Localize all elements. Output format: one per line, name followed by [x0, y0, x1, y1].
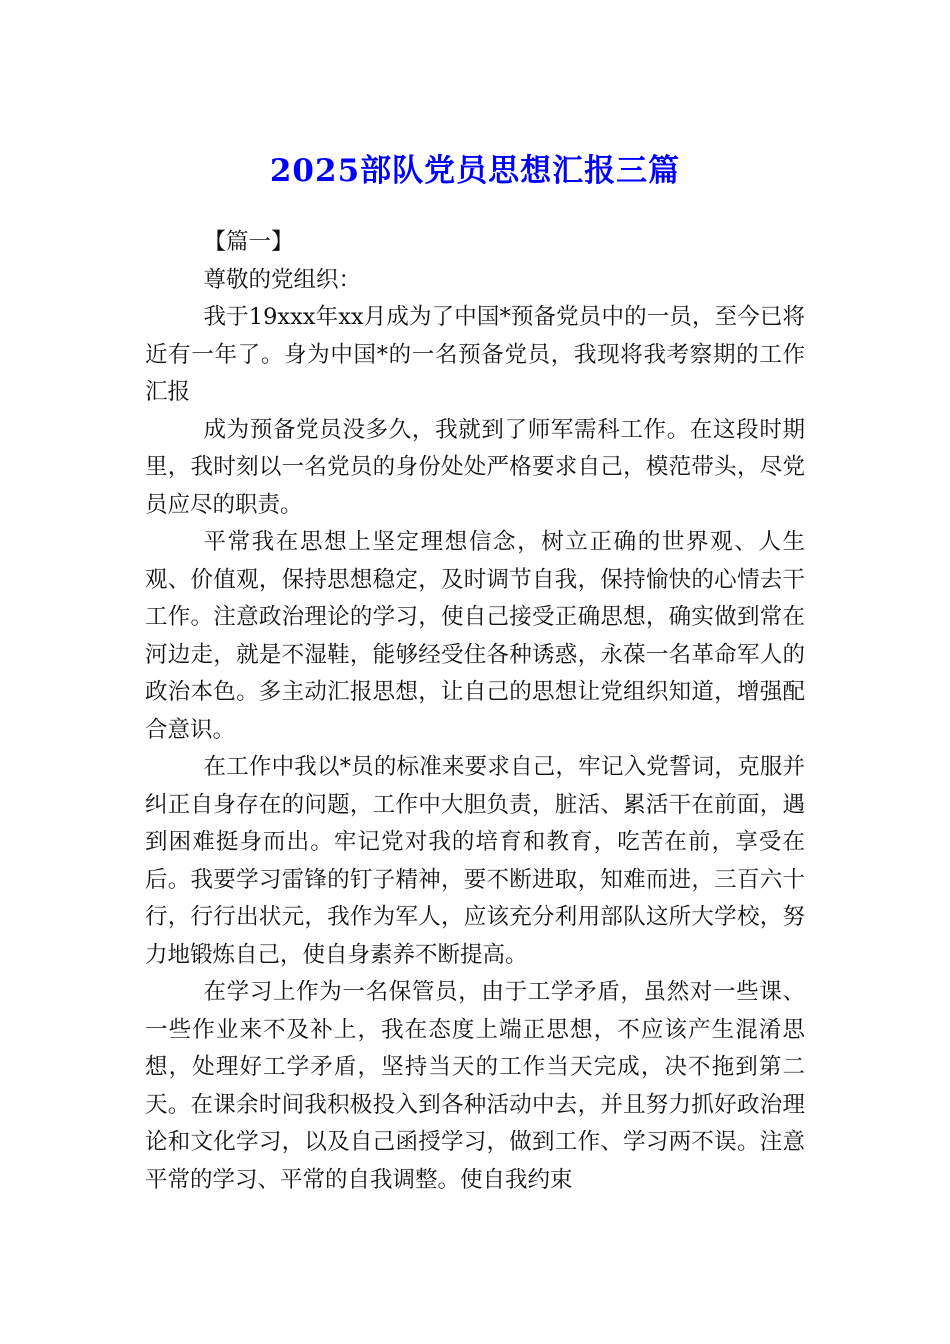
paragraph-5: 在学习上作为一名保管员，由于工学矛盾，虽然对一些课、一些作业来不及补上，我在态度上端正思想，不应该产生混淆思想，处理好工学矛盾，坚持当天的工作当天完成，决不拖到第二天。在课余时间我积极投入到各种活动中去，并且努力抓好政治理论和文化学习，以及自己函授学习，做到工作、学习两不误。注意平常的学习、平常的自我调整。使自我约束 [145, 979, 805, 1193]
paragraph-4: 在工作中我以*员的标准来要求自己，牢记入党誓词，克服并纠正自身存在的问题，工作中大胆负责，脏活、累活干在前面，遇到困难挺身而出。牢记党对我的培育和教育，吃苦在前，享受在后。我要学习雷锋的钉子精神，要不断进取，知难而进，三百六十行，行行出状元，我作为军人，应该充分利用部队这所大学校，努力地锻炼自己，使自身素养不断提高。 [145, 754, 805, 968]
salutation: 尊敬的党组织： [203, 266, 362, 293]
document-body [145, 224, 805, 1199]
paragraph-1: 我于19xxx年xx月成为了中国*预备党员中的一员，至今已将近有一年了。身为中国*的一名预备党员，我现将我考察期的工作汇报 [145, 304, 805, 405]
paragraph-2: 成为预备党员没多久，我就到了师军需科工作。在这段时期里，我时刻以一名党员的身份处处严格要求自己，模范带头，尽党员应尽的职责。 [145, 416, 805, 518]
document-title: 2025部队党员思想汇报三篇 [269, 152, 681, 189]
paragraph-3: 平常我在思想上坚定理想信念，树立正确的世界观、人生观、价值观，保持思想稳定，及时调节自我，保持愉快的心情去干工作。注意政治理论的学习，使自己接受正确思想，确实做到常在河边走，就是不湿鞋，能够经受住各种诱惑，永葆一名革命军人的政治本色。多主动汇报思想，让自己的思想让党组织知道，增强配合意识。 [145, 529, 805, 743]
section-label: 【篇一】 [203, 229, 294, 255]
